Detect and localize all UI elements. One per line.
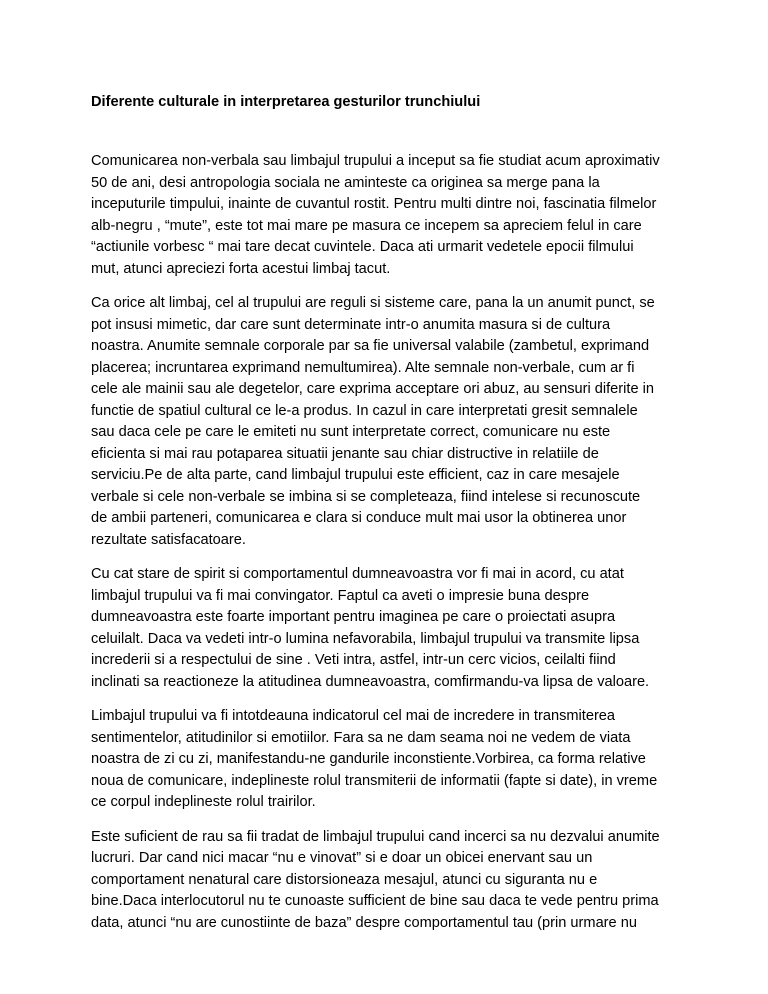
text-line: verbale si cele non-verbale se imbina si se completeaza, fiind intelese si recunoscute bbox=[91, 488, 641, 505]
text-line: limbajul trupului va fi mai convingator. Faptul ca aveti o impresie buna despre bbox=[91, 587, 590, 604]
text-line: “actiunile vorbesc “ mai tare decat cuvintele. Daca ati urmarit vedetele epocii filmului bbox=[91, 239, 634, 255]
text-line: Limbajul trupului va fi intotdeauna indicatorul cel mai de incredere in transmiterea bbox=[91, 708, 616, 724]
text-line: inceputurile timpului, inainte de cuvantul rostit. Pentru multi dintre noi, fascinatia filmelor bbox=[91, 196, 657, 212]
paragraph-1 bbox=[91, 151, 691, 280]
text-line: data, atunci “nu are cunostiinte de baza” despre comportamentul tau (prin urmare nu bbox=[91, 914, 637, 931]
text-line: pot insusi mimetic, dar care sunt determinate intr-o anumita masura si de cultura bbox=[91, 316, 611, 333]
text-line: sau daca cele pe care le emiteti nu sunt interpretate correct, comunicare nu este bbox=[91, 424, 611, 440]
text-line: comportament nenatural care distorsioneaza mesajul, atunci cu siguranta nu e bbox=[91, 871, 598, 888]
text-line: serviciu.Pe de alta parte, cand limbajul trupului este efficient, caz in care mesajele bbox=[91, 467, 620, 483]
paragraph-4 bbox=[91, 706, 691, 814]
paragraph-2 bbox=[91, 293, 691, 551]
text-line: Este suficient de rau sa fii tradat de limbajul trupului cand incerci sa nu dezvalui anumite bbox=[91, 828, 660, 845]
text-line: lucruri. Dar cand nici macar “nu e vinovat” si e doar un obicei enervant sau un bbox=[91, 850, 593, 866]
text-line: 50 de ani, desi antropologia sociala ne aminteste ca originea sa merge pana la bbox=[91, 174, 600, 191]
document-body bbox=[91, 151, 691, 947]
text-line: placerea; incruntarea exprimand nemultumirea). Alte semnale non-verbale, cum ar fi bbox=[91, 359, 635, 376]
text-line: de ambii parteneri, comunicarea e clara si conduce mult mai usor la obtinerea unor bbox=[91, 510, 627, 526]
text-line: inclinati sa reactioneze la atitudinea dumneavoastra, comfirmandu-va lipsa de valoare. bbox=[91, 673, 650, 690]
document-title: Diferente culturale in interpretarea gesturilor trunchiului bbox=[91, 94, 481, 110]
paragraph-5 bbox=[91, 827, 691, 935]
text-line: ce corpul indeplineste rolul trairilor. bbox=[91, 794, 316, 810]
text-line: mut, atunci apreciezi forta acestui limbaj tacut. bbox=[91, 260, 391, 277]
text-line: celuilalt. Daca va vedeti intr-o lumina nefavorabila, limbajul trupului va transmite lipsa bbox=[91, 630, 640, 647]
text-line: Cu cat stare de spirit si comportamentul dumneavoastra vor fi mai in acord, cu atat bbox=[91, 566, 624, 582]
text-line: noastra de zi cu zi, manifestandu-ne gandurile inconstiente.Vorbirea, ca forma relative bbox=[91, 751, 646, 767]
text-line: functie de spatiul cultural ce le-a produs. In cazul in care interpretati gresit semnalele bbox=[91, 402, 638, 419]
text-line: Ca orice alt limbaj, cel al trupului are reguli si sisteme care, pana la un anumit punct, se bbox=[91, 295, 655, 311]
text-line: cele ale mainii sau ale degetelor, care exprima acceptare ori abuz, au sensuri diferite in bbox=[91, 381, 654, 397]
text-line: bine.Daca interlocutorul nu te cunoaste sufficient de bine sau daca te vede pentru prima bbox=[91, 893, 659, 909]
text-line: eficienta si mai rau potaparea situatii jenante sau chiar distructive in relatiile de bbox=[91, 445, 599, 462]
text-line: noastra. Anumite semnale corporale par sa fie universal valabile (zambetul, exprimand bbox=[91, 338, 650, 354]
text-line: rezultate satisfacatoare. bbox=[91, 531, 246, 548]
text-line: sentimentelor, atitudinilor si emotiilor. Fara sa ne dam seama noi ne vedem de viata bbox=[91, 729, 631, 746]
text-line: Comunicarea non-verbala sau limbajul trupului a inceput sa fie studiat acum aproximativ bbox=[91, 153, 660, 169]
text-line: increderii si a respectului de sine . Veti intra, astfel, intr-un cerc vicios, ceilalti fiind bbox=[91, 652, 616, 668]
text-line: noua de comunicare, indeplineste rolul transmiterii de informatii (fapte si date), in vreme bbox=[91, 772, 658, 789]
text-line: alb-negru , “mute”, este tot mai mare pe masura ce incepem sa apreciem felul in care bbox=[91, 217, 642, 234]
paragraph-3 bbox=[91, 564, 691, 693]
text-line: dumneavoastra este foarte important pentru imaginea pe care o proiectati asupra bbox=[91, 609, 616, 625]
